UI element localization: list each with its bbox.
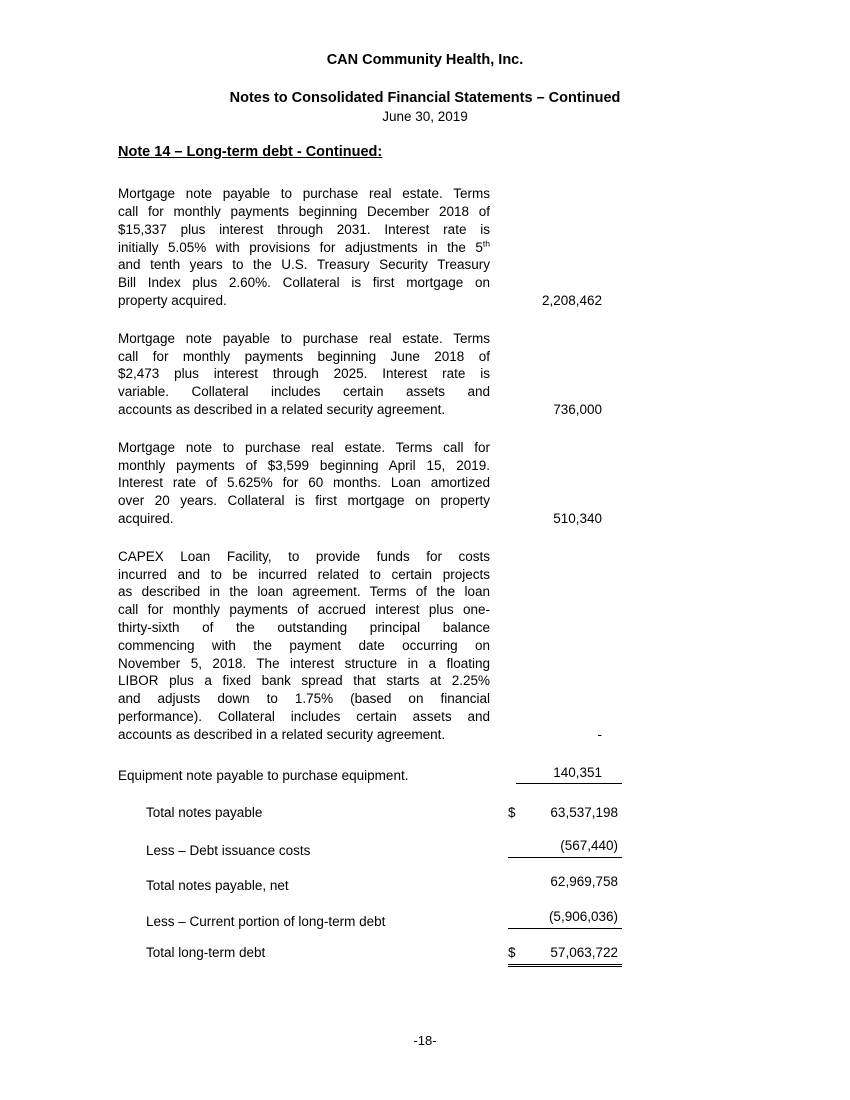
note-line: Equipment note payable to purchase equipment. bbox=[118, 767, 409, 783]
total-row bbox=[118, 804, 732, 824]
note-line: initially 5.05% with provisions for adjustments in the 5th bbox=[118, 238, 490, 255]
note-amount-value: 510,340 bbox=[553, 510, 602, 526]
note-line: commencing with the payment date occurring on bbox=[118, 637, 490, 653]
note-amount-value: 2,208,462 bbox=[541, 292, 602, 308]
currency-symbol: $ bbox=[508, 805, 516, 821]
note-description bbox=[118, 548, 490, 744]
total-amount-value: 63,537,198 bbox=[550, 805, 618, 821]
total-row bbox=[118, 944, 732, 967]
total-amount bbox=[508, 944, 622, 967]
document-header bbox=[118, 52, 732, 125]
note-line: call for monthly payments beginning June 2018 of bbox=[118, 348, 490, 364]
note-description bbox=[118, 185, 490, 310]
note-row bbox=[118, 185, 732, 310]
total-label: Less – Debt issuance costs bbox=[146, 842, 311, 858]
note-amount bbox=[490, 726, 622, 744]
superscript: th bbox=[482, 238, 490, 249]
note-line: incurred and to be incurred related to certain projects bbox=[118, 566, 490, 582]
note-line: LIBOR plus a fixed bank spread that starts at 2.25% bbox=[118, 673, 490, 689]
note-amount-value: 736,000 bbox=[553, 401, 602, 417]
note-line: over 20 years. Collateral is first mortgage on property bbox=[118, 493, 490, 509]
total-amount bbox=[508, 804, 622, 824]
page-number: -18- bbox=[413, 1033, 437, 1048]
note-row bbox=[118, 330, 732, 419]
document-title: Notes to Consolidated Financial Statements – Continued bbox=[229, 89, 621, 106]
note-amount bbox=[490, 401, 622, 419]
note-line: variable. Collateral includes certain assets and bbox=[118, 384, 490, 400]
note-line: call for monthly payments of accrued interest plus one- bbox=[118, 602, 490, 618]
note-row bbox=[118, 764, 732, 785]
document-date: June 30, 2019 bbox=[382, 108, 468, 124]
note-line: and tenth years to the U.S. Treasury Security Treasury bbox=[118, 257, 490, 273]
totals-list bbox=[118, 804, 732, 966]
note-line: CAPEX Loan Facility, to provide funds for costs bbox=[118, 548, 490, 564]
total-label: Total notes payable, net bbox=[146, 878, 289, 894]
company-name: CAN Community Health, Inc. bbox=[326, 52, 524, 68]
total-amount bbox=[508, 908, 622, 929]
note-line: accounts as described in a related security agreement. bbox=[118, 401, 446, 417]
note-amount bbox=[490, 292, 622, 310]
note-description bbox=[118, 330, 490, 419]
note-line: $2,473 plus interest through 2025. Interest rate is bbox=[118, 366, 490, 382]
total-amount-value: 57,063,722 bbox=[550, 944, 618, 960]
note-line: Mortgage note payable to purchase real estate. Terms bbox=[118, 330, 490, 346]
note-row bbox=[118, 548, 732, 744]
total-amount-value: (5,906,036) bbox=[548, 909, 618, 925]
note-line: Bill Index plus 2.60%. Collateral is first mortgage on bbox=[118, 275, 490, 291]
currency-symbol: $ bbox=[508, 944, 516, 960]
note-description bbox=[118, 767, 490, 785]
note-line: November 5, 2018. The interest structure in a floating bbox=[118, 655, 490, 671]
note-section-heading: Note 14 – Long-term debt - Continued: bbox=[118, 144, 383, 161]
note-line: acquired. bbox=[118, 510, 174, 526]
note-line: call for monthly payments beginning December 2018 of bbox=[118, 203, 490, 219]
notes-list bbox=[118, 185, 732, 784]
note-line: monthly payments of $3,599 beginning April 15, 2019. bbox=[118, 457, 490, 473]
note-amount bbox=[490, 510, 622, 528]
total-amount bbox=[508, 837, 622, 858]
total-label: Total long-term debt bbox=[146, 944, 266, 960]
total-row bbox=[118, 873, 732, 896]
note-amount-value: - bbox=[597, 726, 602, 742]
total-amount-value: 62,969,758 bbox=[550, 873, 618, 889]
total-label: Total notes payable bbox=[146, 805, 263, 821]
note-amount-value: 140,351 bbox=[516, 764, 622, 785]
total-amount bbox=[508, 873, 622, 893]
note-line: $15,337 plus interest through 2031. Interest rate is bbox=[118, 221, 490, 237]
note-amount bbox=[490, 764, 622, 785]
note-line: property acquired. bbox=[118, 292, 227, 308]
note-line: performance). Collateral includes certain assets and bbox=[118, 708, 490, 724]
note-line: Mortgage note payable to purchase real estate. Terms bbox=[118, 186, 490, 202]
note-row bbox=[118, 439, 732, 528]
note-description bbox=[118, 439, 490, 528]
note-line: Interest rate of 5.625% for 60 months. Loan amortized bbox=[118, 475, 490, 491]
total-label: Less – Current portion of long-term debt bbox=[146, 914, 386, 930]
note-line: thirty-sixth of the outstanding principal balance bbox=[118, 619, 490, 635]
note-line: as described in the loan agreement. Terms of the loan bbox=[118, 584, 490, 600]
note-line: and adjusts down to 1.75% (based on financial bbox=[118, 691, 490, 707]
total-amount-value: (567,440) bbox=[560, 838, 618, 854]
note-line: accounts as described in a related security agreement. bbox=[118, 726, 446, 742]
total-row bbox=[118, 837, 732, 860]
note-line: Mortgage note to purchase real estate. Terms call for bbox=[118, 439, 490, 455]
total-row bbox=[118, 908, 732, 931]
